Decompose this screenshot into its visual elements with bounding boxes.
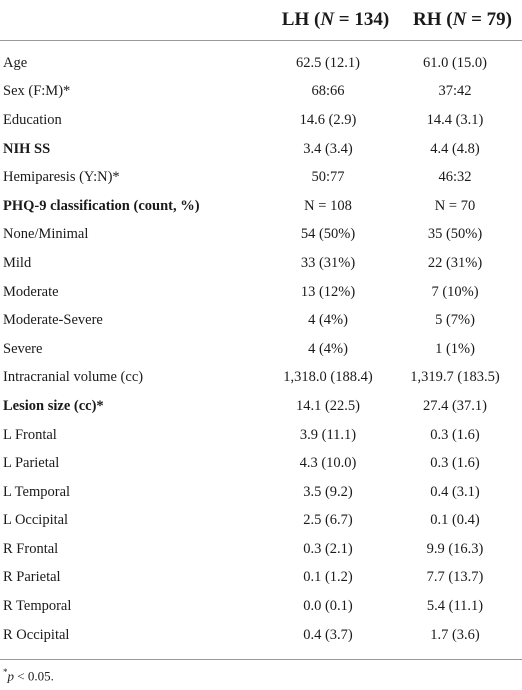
table-row xyxy=(0,249,522,278)
header-lh-label: LH ( xyxy=(281,9,321,30)
row-label: Mild xyxy=(3,254,32,271)
row-rh-value: 7.7 (13.7) xyxy=(426,569,484,586)
row-lh-value: 4 (4%) xyxy=(308,312,348,329)
row-label: R Temporal xyxy=(3,598,72,615)
table-row xyxy=(0,192,522,221)
table-row xyxy=(0,106,522,135)
row-label: R Occipital xyxy=(3,626,70,643)
row-lh-value: 4.3 (10.0) xyxy=(299,455,357,472)
row-lh-value: 0.1 (1.2) xyxy=(303,569,353,586)
table-row xyxy=(0,564,522,593)
row-lh-value: 54 (50%) xyxy=(300,226,356,243)
row-rh-value: 1,319.7 (183.5) xyxy=(410,369,500,386)
row-label: Age xyxy=(3,54,28,71)
row-lh-value: 50:77 xyxy=(311,169,345,186)
table-row xyxy=(0,49,522,78)
table-row xyxy=(0,306,522,335)
table-row xyxy=(0,135,522,164)
row-label: L Frontal xyxy=(3,426,57,443)
row-lh-value: 3.9 (11.1) xyxy=(299,426,357,443)
footnote-p: p xyxy=(7,668,14,684)
header-lh-count: = 134) xyxy=(334,9,390,30)
table-row xyxy=(0,535,522,564)
table-row xyxy=(0,507,522,536)
row-rh-value: 35 (50%) xyxy=(427,226,483,243)
row-rh-value: 7 (10%) xyxy=(431,283,479,300)
table-bottom-rule xyxy=(0,659,522,660)
row-lh-value: 0.3 (2.1) xyxy=(303,540,353,557)
row-rh-value: 0.1 (0.4) xyxy=(430,512,480,529)
row-lh-value: 13 (12%) xyxy=(300,283,356,300)
row-rh-value: 27.4 (37.1) xyxy=(422,397,488,414)
row-lh-value: 1,318.0 (188.4) xyxy=(283,369,373,386)
table-row xyxy=(0,221,522,250)
footnote-text: < 0.05. xyxy=(14,668,54,684)
row-label: Severe xyxy=(3,340,43,357)
header-rh xyxy=(403,9,522,31)
header-lh-n: N xyxy=(320,9,335,30)
row-label: Moderate-Severe xyxy=(3,312,103,329)
row-rh-value: 0.4 (3.1) xyxy=(430,483,480,500)
table-row xyxy=(0,78,522,107)
row-lh-value: N = 108 xyxy=(304,197,352,214)
row-label: L Temporal xyxy=(3,483,71,500)
table-row xyxy=(0,421,522,450)
row-label: Sex (F:M)* xyxy=(3,83,71,100)
row-lh-value: 14.6 (2.9) xyxy=(299,111,357,128)
header-rh-n: N xyxy=(452,9,467,30)
row-label: NIH SS xyxy=(3,140,51,157)
row-label: None/Minimal xyxy=(3,226,89,243)
row-lh-value: 68:66 xyxy=(311,83,345,100)
row-label: Moderate xyxy=(3,283,59,300)
table-footnote xyxy=(3,667,54,684)
table-header xyxy=(0,0,522,41)
row-lh-value: 0.0 (0.1) xyxy=(303,598,353,615)
table-row xyxy=(0,364,522,393)
table-body xyxy=(0,41,522,649)
table-row xyxy=(0,621,522,650)
row-rh-value: 0.3 (1.6) xyxy=(430,455,480,472)
footnote-marker: * xyxy=(3,667,8,677)
row-lh-value: 62.5 (12.1) xyxy=(295,54,361,71)
row-label: L Occipital xyxy=(3,512,69,529)
row-lh-value: 4 (4%) xyxy=(308,340,348,357)
row-label: R Frontal xyxy=(3,540,59,557)
row-rh-value: 37:42 xyxy=(438,83,472,100)
row-rh-value: 5 (7%) xyxy=(435,312,475,329)
row-lh-value: 33 (31%) xyxy=(300,254,356,271)
row-rh-value: 1.7 (3.6) xyxy=(430,626,480,643)
header-lh xyxy=(268,9,403,31)
header-rh-label: RH ( xyxy=(413,9,453,30)
row-rh-value: 14.4 (3.1) xyxy=(426,111,484,128)
row-label: Intracranial volume (cc) xyxy=(3,369,144,386)
table-row xyxy=(0,163,522,192)
table-row xyxy=(0,449,522,478)
row-label: L Parietal xyxy=(3,455,60,472)
table-row xyxy=(0,392,522,421)
row-label: PHQ-9 classification (count, %) xyxy=(3,197,200,214)
row-lh-value: 14.1 (22.5) xyxy=(295,397,361,414)
row-lh-value: 3.5 (9.2) xyxy=(303,483,353,500)
row-rh-value: 5.4 (11.1) xyxy=(426,598,484,615)
header-rh-count: = 79) xyxy=(466,9,512,30)
row-label: Education xyxy=(3,111,62,128)
row-rh-value: N = 70 xyxy=(434,197,476,214)
row-rh-value: 22 (31%) xyxy=(427,254,483,271)
row-label: Lesion size (cc)* xyxy=(3,397,104,414)
row-lh-value: 0.4 (3.7) xyxy=(303,626,353,643)
table-row xyxy=(0,278,522,307)
row-label: Hemiparesis (Y:N)* xyxy=(3,169,120,186)
row-lh-value: 3.4 (3.4) xyxy=(303,140,353,157)
row-rh-value: 1 (1%) xyxy=(435,340,475,357)
table-row xyxy=(0,478,522,507)
row-rh-value: 4.4 (4.8) xyxy=(430,140,480,157)
row-label: R Parietal xyxy=(3,569,61,586)
row-rh-value: 61.0 (15.0) xyxy=(422,54,488,71)
row-rh-value: 46:32 xyxy=(438,169,472,186)
row-rh-value: 9.9 (16.3) xyxy=(426,540,484,557)
table-row xyxy=(0,592,522,621)
table-row xyxy=(0,335,522,364)
row-lh-value: 2.5 (6.7) xyxy=(303,512,353,529)
row-rh-value: 0.3 (1.6) xyxy=(430,426,480,443)
